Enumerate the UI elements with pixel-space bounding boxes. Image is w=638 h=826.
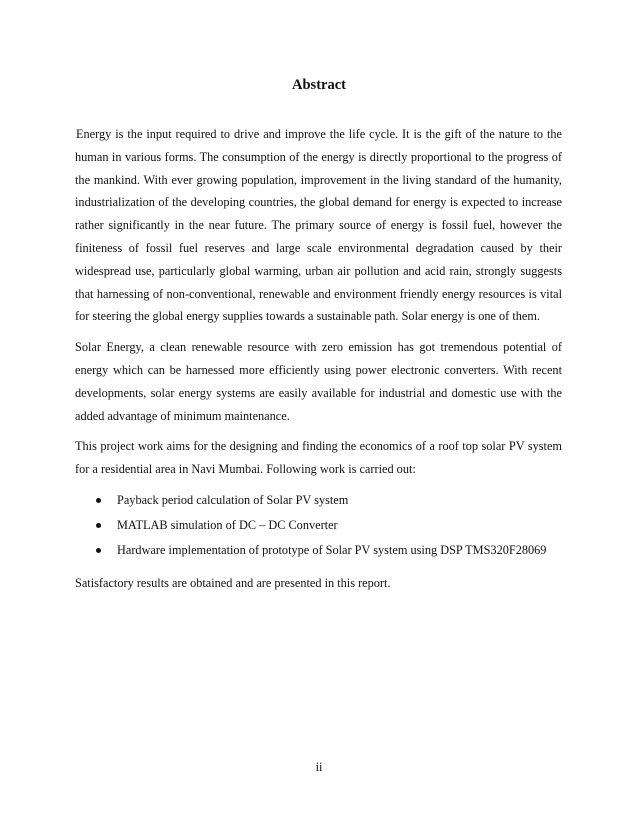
list-item-text: MATLAB simulation of DC – DC Converter — [117, 517, 338, 532]
bullet-icon — [96, 548, 101, 553]
list-item — [75, 489, 562, 512]
paragraph-solar-energy: Solar Energy, a clean renewable resource with zero emission has got tremendous potential of energy which can be harnessed more efficiently using power electronic converters. With recent developments, solar energy systems are easily available for industrial and domestic use with the added advantage of minimum maintenance. — [75, 340, 562, 423]
list-item-text: Payback period calculation of Solar PV system — [117, 492, 349, 507]
list-item — [75, 514, 562, 537]
bullet-icon — [96, 523, 101, 528]
work-list — [75, 489, 562, 562]
paragraph-energy-intro: Energy is the input required to drive and improve the life cycle. It is the gift of the nature to the human in various forms. The consumption of the energy is directly proportional to the progress of the mankind. With ever growing population, improvement in the living standard of the humanity, industrialization of the developing countries, the global demand for energy is expected to increase rather significantly in the near future. The primary source of energy is fossil fuel, however the finiteness of fossil fuel reserves and large scale environmental degradation caused by their widespread use, particularly global warming, urban air pollution and acid rain, strongly suggests that harnessing of non-conventional, renewable and environment friendly energy resources is vital for steering the global energy supplies towards a sustainable path. Solar energy is one of them. — [75, 127, 562, 324]
abstract-body — [75, 123, 562, 603]
list-item-text: Hardware implementation of prototype of Solar PV system using DSP TMS320F28069 — [117, 542, 547, 557]
list-item — [75, 539, 562, 562]
page-number: ii — [315, 760, 323, 774]
bullet-icon — [96, 498, 101, 503]
abstract-title: Abstract — [292, 77, 346, 93]
paragraph-project-aim: This project work aims for the designing and finding the economics of a roof top solar PV system for a residential area in Navi Mumbai. Following work is carried out: — [75, 439, 562, 477]
paragraph-closing: Satisfactory results are obtained and are presented in this report. — [75, 575, 391, 590]
